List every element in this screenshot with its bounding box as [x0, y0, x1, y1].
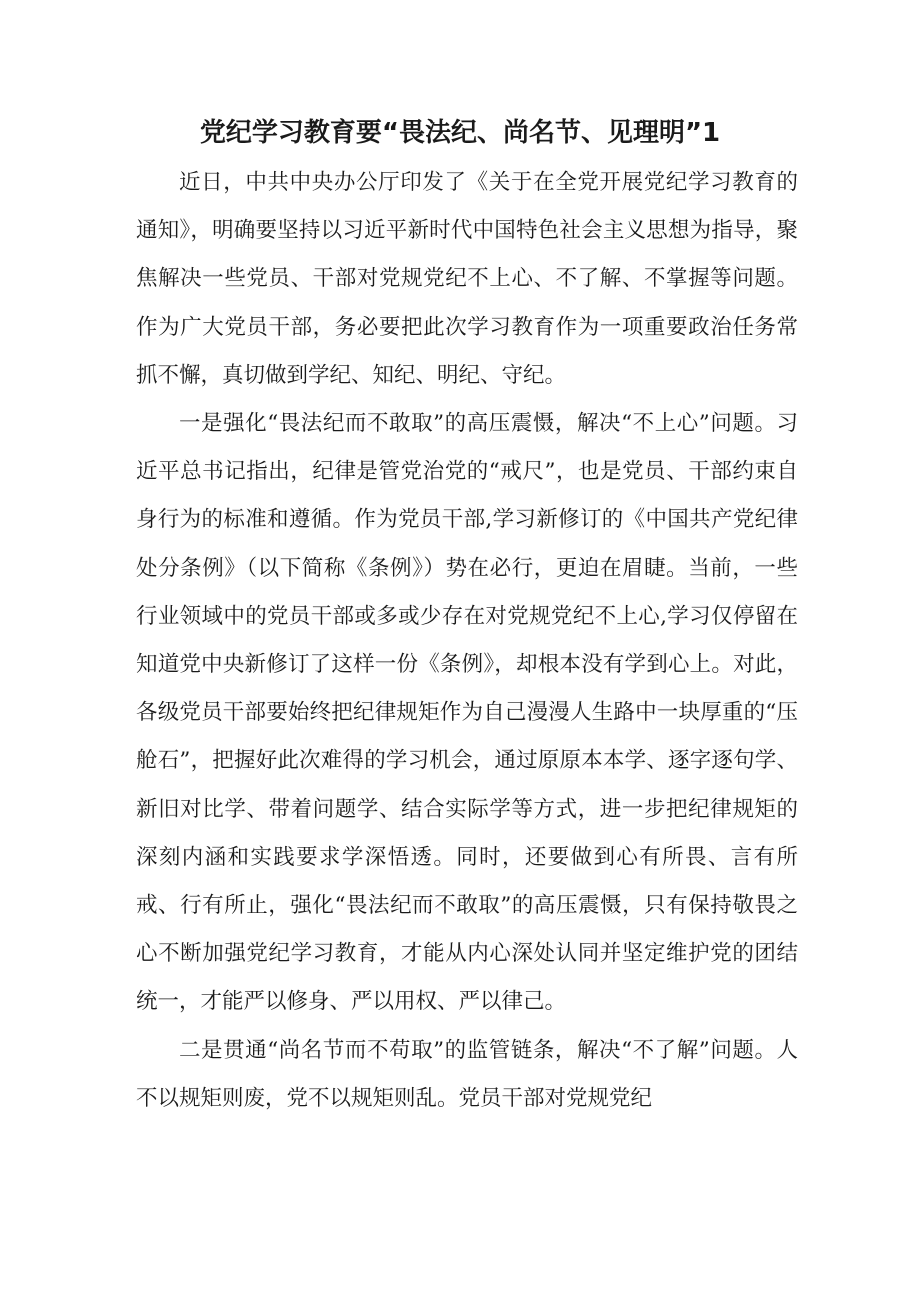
paragraph-point-two: 二是贯通“尚名节而不苟取”的监管链条，解决“不了解”问题。人不以规矩则废，党不以规矩则乱。党员干部对党规党纪: [136, 1037, 798, 1111]
paragraph-intro: 近日，中共中央办公厅印发了《关于在全党开展党纪学习教育的通知》，明确要坚持以习近平新时代中国特色社会主义思想为指导，聚焦解决一些党员、干部对党规党纪不上心、不了解、不掌握等问题。作为广大党员干部，务必要把此次学习教育作为一项重要政治任务常抓不懈，真切做到学纪、知纪、明纪、守纪。: [136, 170, 798, 388]
paragraph-point-one: 一是强化“畏法纪而不敢取”的高压震慑，解决“不上心”问题。习近平总书记指出，纪律是管党治党的“戒尺”，也是党员、干部约束自身行为的标准和遵循。作为党员干部,学习新修订的《中国共产党纪律处分条例》（以下简称《条例》）势在必行，更迫在眉睫。当前，一些行业领域中的党员干部或多或少存在对党规党纪不上心,学习仅停留在知道党中央新修订了这样一份《条例》，却根本没有学到心上。对此，各级党员干部要始终把纪律规矩作为自己漫漫人生路中一块厚重的“压舱石”，把握好此次难得的学习机会，通过原原本本学、逐字逐句学、新旧对比学、带着问题学、结合实际学等方式，进一步把纪律规矩的深刻内涵和实践要求学深悟透。同时，还要做到心有所畏、言有所戒、行有所止，强化“畏法纪而不敢取”的高压震慑，只有保持敬畏之心不断加强党纪学习教育，才能从内心深处认同并坚定维护党的团结统一，才能严以修身、严以用权、严以律己。: [136, 411, 798, 1015]
document-title: 党纪学习教育要“畏法纪、尚名节、见理明”1: [199, 118, 721, 148]
document-body: [136, 159, 798, 1123]
